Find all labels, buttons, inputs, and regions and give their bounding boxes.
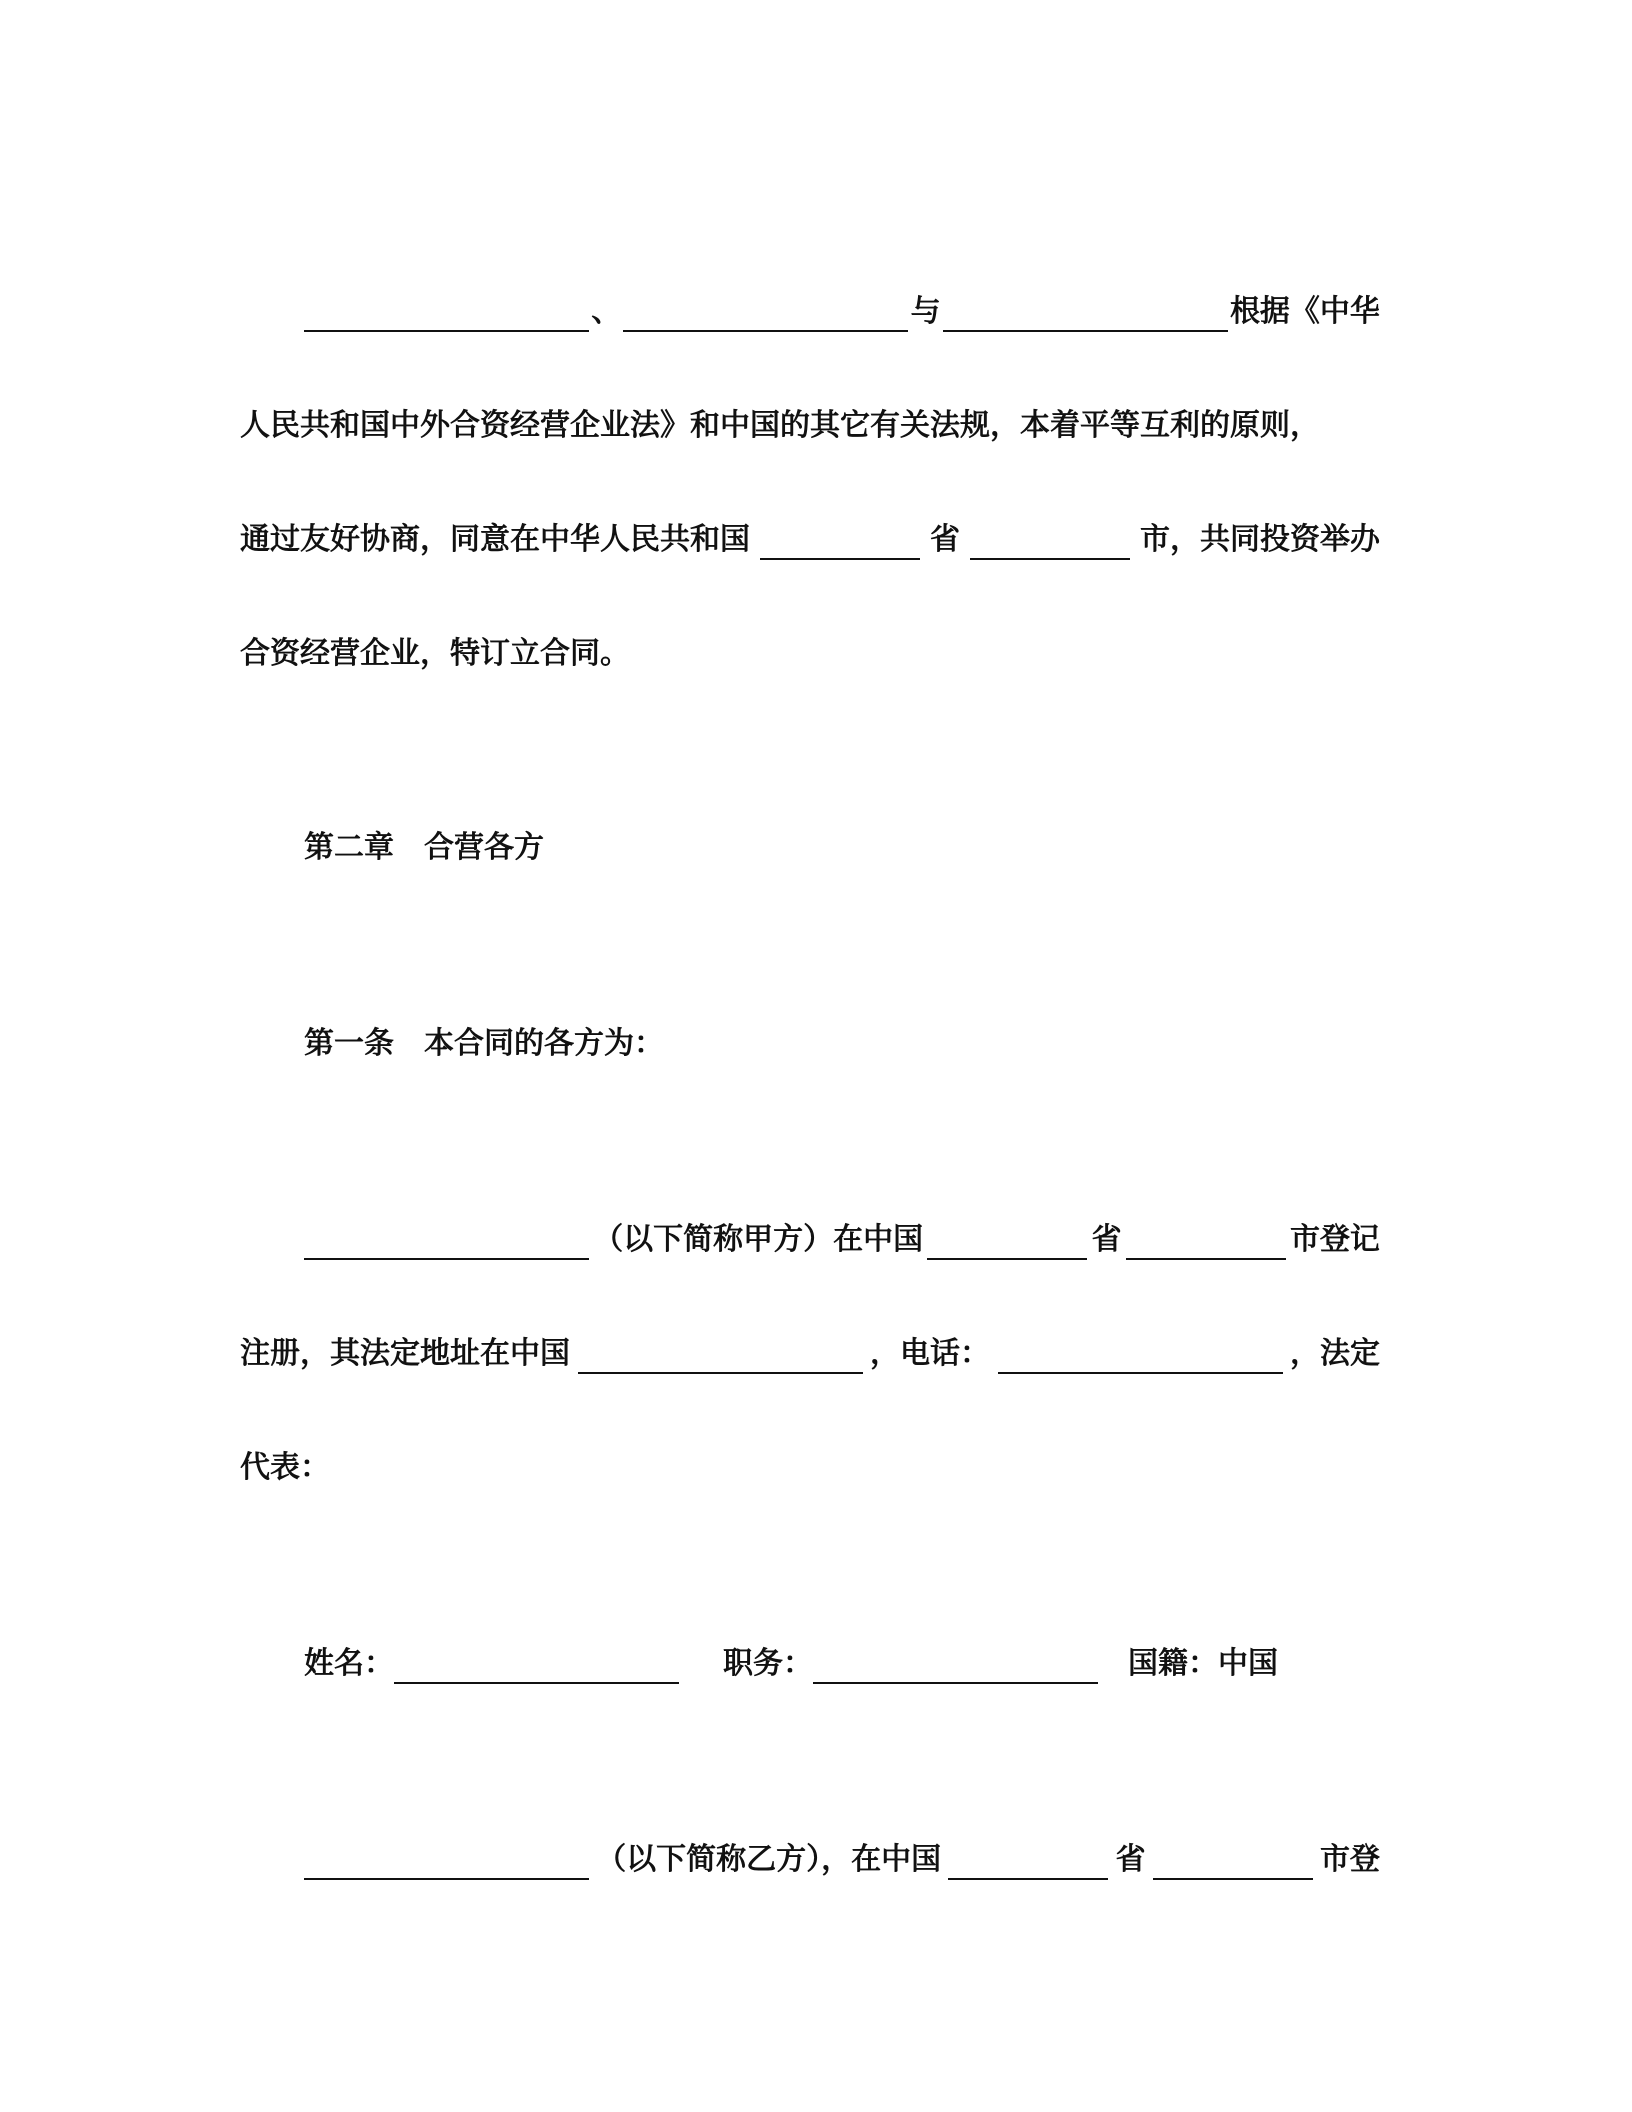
- preamble-line-3: [240, 500, 1380, 560]
- preamble-line-3-start: 通过友好协商，同意在中华人民共和国: [240, 522, 750, 557]
- rep-position-label: 职务：: [723, 1646, 813, 1681]
- rep-position-blank[interactable]: [813, 1644, 1098, 1684]
- party-a-legal-rep-start: ，法定: [1290, 1336, 1380, 1371]
- party-b-province-blank[interactable]: [948, 1840, 1108, 1880]
- party-b-intro: （以下简称乙方），在中国: [596, 1842, 942, 1877]
- party-a-address-blank[interactable]: [578, 1334, 863, 1374]
- party-a-province-label: 省: [1091, 1222, 1122, 1257]
- party-b-city-end: 市登: [1319, 1842, 1380, 1877]
- party-name-blank-1[interactable]: [304, 292, 589, 332]
- preamble-line-4-text: 合资经营企业，特订立合同。: [240, 636, 630, 671]
- preamble-line-1-end: 根据《中华: [1229, 294, 1380, 329]
- province-label: 省: [930, 522, 960, 557]
- separator-text: 、: [591, 294, 622, 329]
- article-title: 本合同的各方为：: [424, 1026, 664, 1061]
- city-blank[interactable]: [970, 520, 1130, 560]
- party-a-province-blank[interactable]: [927, 1220, 1087, 1260]
- party-b-city-blank[interactable]: [1153, 1840, 1313, 1880]
- party-name-blank-3[interactable]: [943, 292, 1228, 332]
- article-number: 第一条: [304, 1026, 394, 1061]
- preamble-line-1: [304, 272, 1380, 332]
- preamble-line-3-end: 市，共同投资举办: [1140, 522, 1380, 557]
- party-name-blank-2[interactable]: [623, 292, 908, 332]
- party-a-phone-blank[interactable]: [998, 1334, 1283, 1374]
- rep-name-blank[interactable]: [394, 1644, 679, 1684]
- chapter-number: 第二章: [304, 830, 394, 865]
- preamble-line-2-text: 人民共和国中外合资经营企业法》和中国的其它有关法规，本着平等互利的原则，: [240, 408, 1320, 443]
- chapter-title: 合营各方: [424, 830, 544, 865]
- chapter-heading: [304, 808, 1380, 868]
- party-a-name-blank[interactable]: [304, 1220, 589, 1260]
- party-a-phone-label: ，电话：: [870, 1336, 990, 1371]
- rep-name-label: 姓名：: [304, 1646, 394, 1681]
- party-a-line-1: [304, 1200, 1380, 1260]
- party-b-name-blank[interactable]: [304, 1840, 589, 1880]
- party-b-province-label: 省: [1115, 1842, 1146, 1877]
- party-a-legal-rep-label: 代表：: [240, 1450, 330, 1485]
- conjunction-text: 与: [910, 294, 941, 329]
- party-a-city-blank[interactable]: [1126, 1220, 1286, 1260]
- province-blank[interactable]: [760, 520, 920, 560]
- party-a-line-2: [240, 1314, 1380, 1374]
- article-heading: [304, 1004, 1380, 1064]
- representative-line: [304, 1624, 1380, 1684]
- party-a-address-label: 注册，其法定地址在中国: [240, 1336, 570, 1371]
- party-b-line-1: [304, 1820, 1380, 1880]
- preamble-line-4: [240, 614, 1380, 674]
- party-a-line-3: [240, 1428, 1380, 1488]
- preamble-line-2: [240, 386, 1380, 446]
- party-a-city-end: 市登记: [1289, 1222, 1380, 1257]
- rep-nationality: 国籍：中国: [1128, 1646, 1278, 1681]
- party-a-intro: （以下简称甲方）在中国: [593, 1222, 924, 1257]
